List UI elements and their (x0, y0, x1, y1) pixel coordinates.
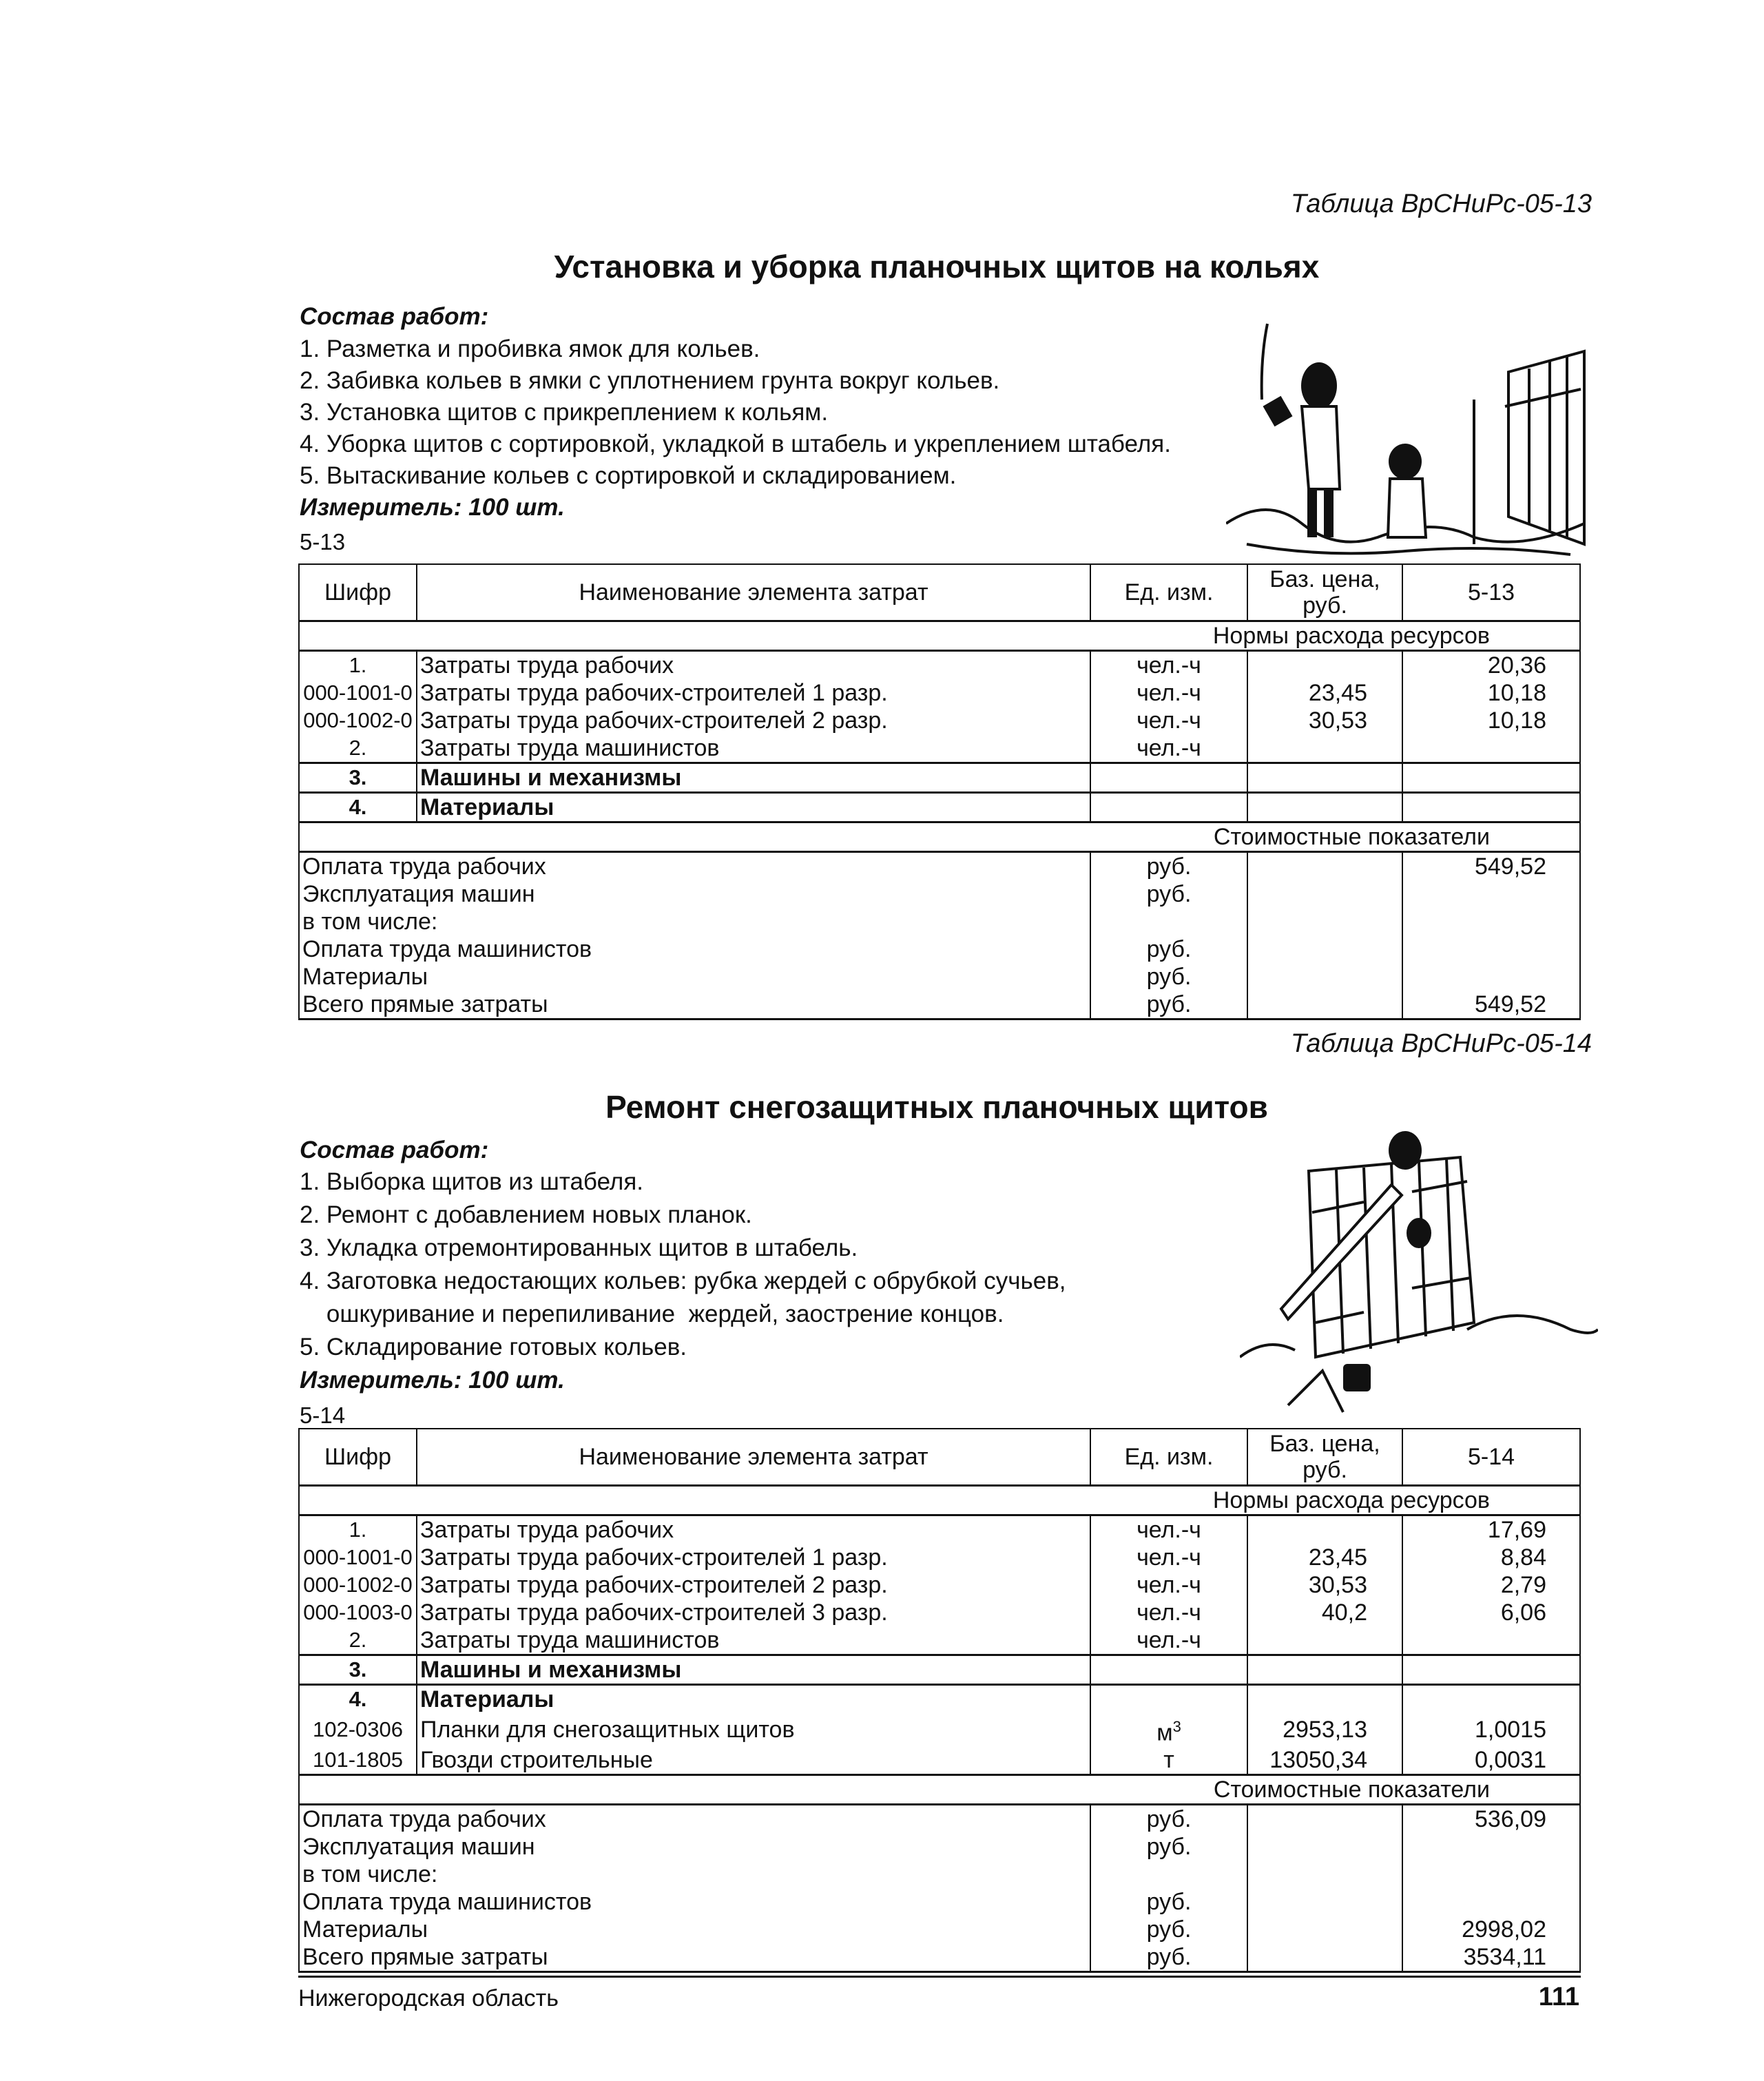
cost-row (299, 963, 1580, 991)
work-item: 4. Заготовка недостающих кольев: рубка жердей с обрубкой сучьев, (300, 1267, 1066, 1294)
row-code: 4. (299, 1685, 417, 1714)
cost-price (1247, 1888, 1402, 1916)
header-norm-code: 5-14 (1402, 1429, 1580, 1486)
header-base-price: Баз. цена, руб. (1247, 564, 1402, 621)
row-unit: чел.-ч (1090, 1626, 1247, 1655)
resource-norms-table (298, 1428, 1581, 1973)
cost-name: Оплата труда рабочих (299, 1805, 1090, 1834)
cost-name: Всего прямые затраты (299, 991, 1090, 1019)
cost-unit: руб. (1090, 1943, 1247, 1972)
norms-label: Нормы расхода ресурсов (299, 621, 1580, 651)
cost-price (1247, 1861, 1402, 1888)
row-unit: т (1090, 1746, 1247, 1775)
table-row (299, 734, 1580, 763)
row-unit: чел.-ч (1090, 1571, 1247, 1599)
workers-repairing-panel-illustration (1240, 1130, 1598, 1419)
table-reference: Таблица ВрСНиРс-05-13 (1290, 189, 1592, 218)
row-code: 000-1002-0 (299, 707, 417, 734)
cost-name: Оплата труда рабочих (299, 852, 1090, 881)
cost-name: Материалы (299, 1916, 1090, 1943)
page-number: 111 (1538, 1982, 1579, 2011)
row-name: Затраты труда рабочих-строителей 1 разр. (417, 1544, 1090, 1571)
row-name: Затраты труда машинистов (417, 734, 1090, 763)
table-row (299, 1626, 1580, 1655)
materials-row (299, 793, 1580, 822)
cost-price (1247, 963, 1402, 991)
cost-price (1247, 1805, 1402, 1834)
table-row (299, 707, 1580, 734)
work-item: 5. Вытаскивание кольев с сортировкой и складированием. (300, 462, 957, 489)
cost-row (299, 991, 1580, 1019)
cost-value: 549,52 (1402, 991, 1580, 1019)
cost-row (299, 1833, 1580, 1861)
cost-row (299, 1943, 1580, 1972)
cost-row (299, 1888, 1580, 1916)
row-unit: чел.-ч (1090, 1515, 1247, 1544)
cost-name: в том числе: (299, 908, 1090, 935)
cost-name: Всего прямые затраты (299, 1943, 1090, 1972)
row-norm-value (1402, 1626, 1580, 1655)
cost-unit (1090, 908, 1247, 935)
work-composition-label: Состав работ: (300, 1137, 489, 1163)
row-code: 2. (299, 734, 417, 763)
cost-name: Эксплуатация машин (299, 1833, 1090, 1861)
table-row (299, 679, 1580, 707)
cost-value: 2998,02 (1402, 1916, 1580, 1943)
cost-unit: руб. (1090, 991, 1247, 1019)
row-code: 1. (299, 651, 417, 680)
row-code: 3. (299, 763, 417, 793)
work-item: 5. Складирование готовых кольев. (300, 1334, 687, 1360)
row-name: Планки для снегозащитных щитов (417, 1713, 1090, 1746)
section-title: Установка и уборка планочных щитов на кольях (554, 249, 1320, 284)
row-norm-value: 17,69 (1402, 1515, 1580, 1544)
header-code: Шифр (299, 564, 417, 621)
table-row (299, 1599, 1580, 1626)
cost-name: Оплата труда машинистов (299, 1888, 1090, 1916)
row-base-price (1247, 1515, 1402, 1544)
norms-label: Нормы расхода ресурсов (299, 1486, 1580, 1515)
row-name: Затраты труда рабочих (417, 1515, 1090, 1544)
norm-code: 5-14 (300, 1402, 346, 1428)
table-row (299, 1544, 1580, 1571)
header-unit: Ед. изм. (1090, 1429, 1247, 1486)
cost-value (1402, 1888, 1580, 1916)
cost-unit: руб. (1090, 852, 1247, 881)
row-unit (1090, 1713, 1247, 1746)
materials-row (299, 1685, 1580, 1714)
row-base-price (1247, 651, 1402, 680)
row-base-price: 13050,34 (1247, 1746, 1402, 1775)
table-header-row (299, 564, 1580, 621)
table-row (299, 651, 1580, 680)
cost-name: Эксплуатация машин (299, 880, 1090, 908)
labor-rows (299, 651, 1580, 763)
material-rows (299, 1713, 1580, 1775)
cost-unit: руб. (1090, 963, 1247, 991)
cost-price (1247, 991, 1402, 1019)
cost-value (1402, 880, 1580, 908)
cost-unit: руб. (1090, 880, 1247, 908)
cost-price (1247, 852, 1402, 881)
row-code: 3. (299, 1655, 417, 1685)
row-base-price: 30,53 (1247, 707, 1402, 734)
row-code: 102-0306 (299, 1713, 417, 1746)
labor-rows (299, 1515, 1580, 1655)
header-unit: Ед. изм. (1090, 564, 1247, 621)
cost-value (1402, 935, 1580, 963)
header-name: Наименование элемента затрат (417, 564, 1090, 621)
machines-row (299, 763, 1580, 793)
row-unit: чел.-ч (1090, 1544, 1247, 1571)
row-unit: чел.-ч (1090, 707, 1247, 734)
cost-rows (299, 1805, 1580, 1972)
measure-unit: Измеритель: 100 шт. (300, 1367, 565, 1394)
cost-value (1402, 963, 1580, 991)
row-base-price (1247, 734, 1402, 763)
cost-value (1402, 908, 1580, 935)
row-code: 101-1805 (299, 1746, 417, 1775)
machines-row (299, 1655, 1580, 1685)
row-norm-value: 8,84 (1402, 1544, 1580, 1571)
footer-region: Нижегородская область (298, 1985, 559, 2011)
cost-value: 536,09 (1402, 1805, 1580, 1834)
cost-row (299, 935, 1580, 963)
section-title: Ремонт снегозащитных планочных щитов (605, 1089, 1268, 1125)
table-row (299, 1746, 1580, 1775)
row-norm-value: 1,0015 (1402, 1713, 1580, 1746)
cost-price (1247, 1916, 1402, 1943)
cost-name: в том числе: (299, 1861, 1090, 1888)
work-item: 4. Уборка щитов с сортировкой, укладкой в штабель и укреплением штабеля. (300, 431, 1171, 457)
row-unit: чел.-ч (1090, 734, 1247, 763)
unit-superscript: 3 (1172, 1718, 1181, 1735)
cost-section-row (299, 822, 1580, 852)
cost-price (1247, 880, 1402, 908)
cost-value (1402, 1861, 1580, 1888)
row-unit: чел.-ч (1090, 1599, 1247, 1626)
row-norm-value: 6,06 (1402, 1599, 1580, 1626)
cost-section-row (299, 1775, 1580, 1805)
measure-unit: Измеритель: 100 шт. (300, 494, 565, 521)
cost-unit: руб. (1090, 1888, 1247, 1916)
work-item: 2. Ремонт с добавлением новых планок. (300, 1201, 752, 1228)
row-norm-value (1402, 734, 1580, 763)
cost-row (299, 1861, 1580, 1888)
header-name: Наименование элемента затрат (417, 1429, 1090, 1486)
cost-price (1247, 1943, 1402, 1972)
row-unit: чел.-ч (1090, 651, 1247, 680)
work-item: ошкуривание и перепиливание жердей, заострение концов. (300, 1301, 1004, 1327)
row-name: Затраты труда рабочих-строителей 2 разр. (417, 707, 1090, 734)
row-name: Машины и механизмы (417, 1655, 1090, 1685)
cost-unit: руб. (1090, 1916, 1247, 1943)
cost-label: Стоимостные показатели (299, 1775, 1580, 1805)
row-name: Гвозди строительные (417, 1746, 1090, 1775)
work-composition-label: Состав работ: (300, 303, 489, 330)
row-code: 000-1003-0 (299, 1599, 417, 1626)
row-base-price: 30,53 (1247, 1571, 1402, 1599)
table-reference: Таблица ВрСНиРс-05-14 (1290, 1029, 1592, 1058)
table-row (299, 1571, 1580, 1599)
unit-text: м (1156, 1719, 1173, 1746)
row-name: Затраты труда машинистов (417, 1626, 1090, 1655)
cost-row (299, 880, 1580, 908)
row-code: 000-1001-0 (299, 679, 417, 707)
row-name: Затраты труда рабочих-строителей 1 разр. (417, 679, 1090, 707)
row-norm-value: 10,18 (1402, 679, 1580, 707)
row-name: Затраты труда рабочих-строителей 2 разр. (417, 1571, 1090, 1599)
cost-row (299, 908, 1580, 935)
row-name: Материалы (417, 1685, 1090, 1714)
row-norm-value: 10,18 (1402, 707, 1580, 734)
norm-code: 5-13 (300, 529, 346, 555)
row-norm-value: 2,79 (1402, 1571, 1580, 1599)
row-code: 2. (299, 1626, 417, 1655)
row-norm-value: 0,0031 (1402, 1746, 1580, 1775)
header-base-price: Баз. цена, руб. (1247, 1429, 1402, 1486)
row-base-price: 23,45 (1247, 1544, 1402, 1571)
work-item: 3. Установка щитов с прикреплением к кольям. (300, 399, 829, 426)
row-base-price: 23,45 (1247, 679, 1402, 707)
cost-unit: руб. (1090, 935, 1247, 963)
row-name: Машины и механизмы (417, 763, 1090, 793)
row-base-price (1247, 1626, 1402, 1655)
table-header-row (299, 1429, 1580, 1486)
row-name: Материалы (417, 793, 1090, 822)
cost-price (1247, 935, 1402, 963)
row-base-price: 2953,13 (1247, 1713, 1402, 1746)
footer-divider (298, 1976, 1581, 1978)
cost-unit: руб. (1090, 1833, 1247, 1861)
cost-row (299, 1916, 1580, 1943)
header-code: Шифр (299, 1429, 417, 1486)
cost-unit (1090, 1861, 1247, 1888)
cost-label: Стоимостные показатели (299, 822, 1580, 852)
workers-installing-fence-illustration (1226, 317, 1598, 565)
norms-section-row (299, 1486, 1580, 1515)
row-code: 4. (299, 793, 417, 822)
norms-section-row (299, 621, 1580, 651)
cost-value (1402, 1833, 1580, 1861)
row-norm-value: 20,36 (1402, 651, 1580, 680)
work-item: 1. Выборка щитов из штабеля. (300, 1168, 643, 1195)
cost-price (1247, 1833, 1402, 1861)
cost-row (299, 1805, 1580, 1834)
work-item: 3. Укладка отремонтированных щитов в штабель. (300, 1234, 858, 1261)
table-row (299, 1515, 1580, 1544)
row-code: 000-1001-0 (299, 1544, 417, 1571)
work-item: 1. Разметка и пробивка ямок для кольев. (300, 335, 760, 362)
row-unit: чел.-ч (1090, 679, 1247, 707)
table-row (299, 1713, 1580, 1746)
cost-value: 3534,11 (1402, 1943, 1580, 1972)
cost-unit: руб. (1090, 1805, 1247, 1834)
header-norm-code: 5-13 (1402, 564, 1580, 621)
cost-row (299, 852, 1580, 881)
cost-rows (299, 852, 1580, 1019)
work-item: 2. Забивка кольев в ямки с уплотнением грунта вокруг кольев. (300, 367, 1000, 394)
row-name: Затраты труда рабочих-строителей 3 разр. (417, 1599, 1090, 1626)
row-code: 1. (299, 1515, 417, 1544)
cost-name: Оплата труда машинистов (299, 935, 1090, 963)
cost-name: Материалы (299, 963, 1090, 991)
cost-value: 549,52 (1402, 852, 1580, 881)
row-name: Затраты труда рабочих (417, 651, 1090, 680)
cost-price (1247, 908, 1402, 935)
resource-norms-table (298, 563, 1581, 1020)
row-code: 000-1002-0 (299, 1571, 417, 1599)
row-base-price: 40,2 (1247, 1599, 1402, 1626)
